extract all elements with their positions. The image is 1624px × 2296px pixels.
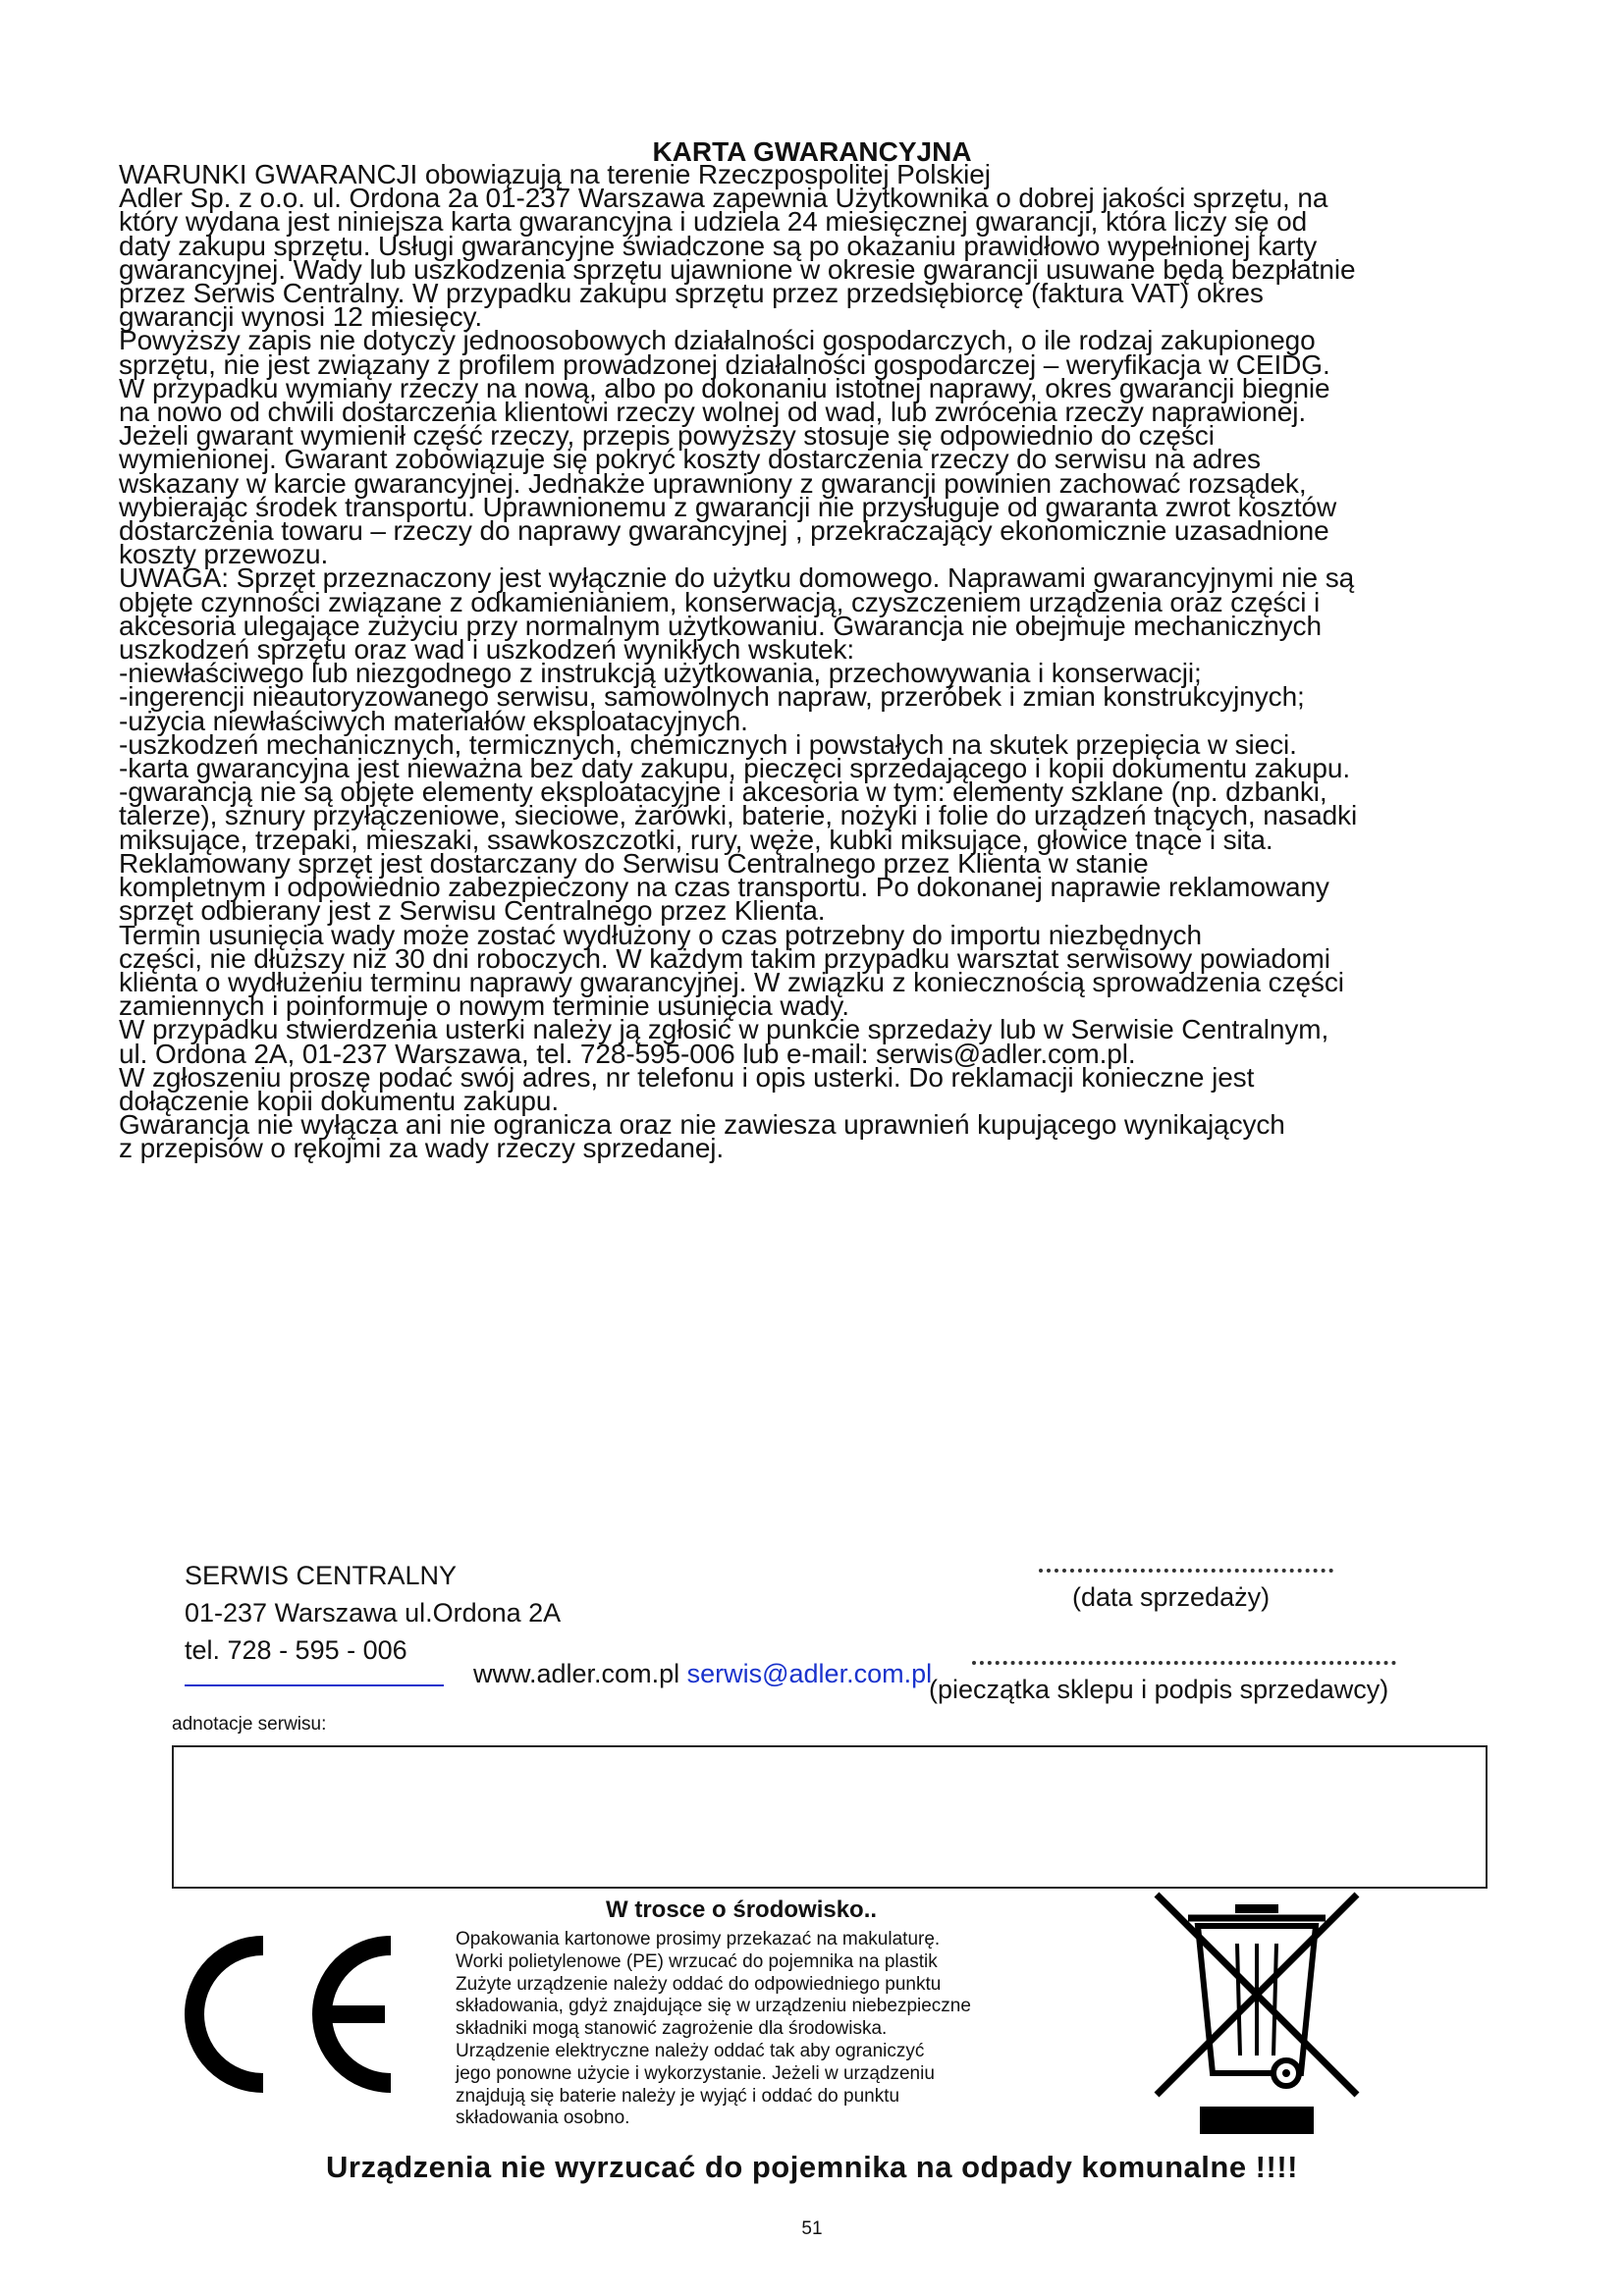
body-line: Reklamowany sprzęt jest dostarczany do Serwisu Centralnego przez Klienta w stanie — [119, 847, 1149, 879]
eco-line: składowania, gdyż znajdujące się w urządzeniu niebezpieczne — [456, 1996, 971, 2017]
service-address: 01-237 Warszawa ul.Ordona 2A — [185, 1598, 562, 1628]
eco-line: znajdują się baterie należy je wyjąć i oddać do punktu — [456, 2085, 900, 2107]
ce-mark-icon — [157, 1916, 412, 2112]
eco-instructions — [456, 1929, 1143, 2130]
body-line: który wydana jest niniejsza karta gwarancyjna i udziela 24 miesięcznej gwarancji, która liczy się od — [119, 206, 1308, 238]
warranty-conditions-text — [119, 159, 1513, 1164]
body-line: Gwarancja nie wyłącza ani nie ogranicza oraz nie zawiesza uprawnień kupującego wynikających — [119, 1109, 1285, 1141]
body-line: -niewłaściwego lub niezgodnego z instrukcją użytkowania, przechowywania i konserwacji; — [119, 658, 1202, 689]
body-line: Powyższy zapis nie dotyczy jednoosobowych działalności gospodarczych, o ile rodzaj zakupionego — [119, 325, 1316, 356]
body-line: W przypadku stwierdzenia usterki należy ją zgłosić w punkcie sprzedaży lub w Serwisie Centralnym, — [119, 1014, 1329, 1045]
body-line: gwarancyjnej. Wady lub uszkodzenia sprzętu ujawnione w okresie gwarancji usuwane będą bezpłatnie — [119, 253, 1356, 285]
body-line: Adler Sp. z o.o. ul. Ordona 2a 01-237 Warszawa zapewnia Użytkownika o dobrej jakości sprzętu, na — [119, 183, 1328, 214]
eco-line: Opakowania kartonowe prosimy przekazać na makulaturę. — [456, 1929, 941, 1949]
body-line: -karta gwarancyjna jest nieważna bez daty zakupu, pieczęci sprzedającego i kopii dokumentu zakupu. — [119, 753, 1351, 784]
body-line: dostarczenia towaru – rzeczy do naprawy gwarancyjnej , przekraczający ekonomicznie uzasadnione — [119, 515, 1329, 547]
body-line: uszkodzeń sprzętu oraz wad i uszkodzeń wynikłych wskutek: — [119, 634, 855, 666]
body-line: gwarancji wynosi 12 miesięcy. — [119, 301, 483, 333]
eco-line: Zużyte urządzenie należy oddać do odpowiedniego punktu — [456, 1973, 942, 1995]
page-number: 51 — [801, 2218, 823, 2239]
eco-line: Worki polietylenowe (PE) wrzucać do pojemnika na plastik — [456, 1950, 938, 1972]
body-line: talerze), sznury przyłączeniowe, sieciowe, żarówki, baterie, nożyki i folie do urządzeń tnących, nasadki — [119, 800, 1358, 831]
body-line: -użycia niewłaściwych materiałów eksploatacyjnych. — [119, 705, 748, 736]
body-line: na nowo od chwili dostarczenia klientowi rzeczy wolnej od wad, lub zwrócenia rzeczy naprawionej. — [119, 397, 1307, 428]
eco-line: jego ponowne użycie i wykorzystanie. Jeżeli w urządzeniu — [456, 2062, 935, 2084]
sale-date-field — [1039, 1569, 1333, 1573]
body-line: dołączenie kopii dokumentu zakupu. — [119, 1085, 560, 1116]
website-link[interactable]: www.adler.com.pl — [473, 1659, 680, 1688]
document-title: KARTA GWARANCYJNA — [652, 136, 972, 167]
body-line: wybierając środek transportu. Uprawnionemu z gwarancji nie przysługuje od gwaranta zwrot kosztów — [119, 491, 1337, 522]
body-line: -gwarancją nie są objęte elementy eksploatacyjne i akcesoria w tym: elementy szklane (np. dzbanki, — [119, 776, 1327, 808]
body-line: kompletnym i odpowiednio zabezpieczony na czas transportu. Po dokonanej naprawie reklamowany — [119, 872, 1329, 903]
body-line: z przepisów o rękojmi za wady rzeczy sprzedanej. — [119, 1133, 725, 1164]
stamp-signature-label: (pieczątka sklepu i podpis sprzedawcy) — [929, 1675, 1389, 1704]
body-line: daty zakupu sprzętu. Usługi gwarancyjne świadczone są po okazaniu prawidłowo wypełnionej karty — [119, 230, 1318, 261]
service-center-info — [185, 1557, 561, 1669]
disposal-warning: Urządzenia nie wyrzucać do pojemnika na odpady komunalne !!!! — [326, 2150, 1298, 2184]
eco-title: W trosce o środowisko.. — [606, 1896, 878, 1923]
body-line: miksujące, trzepaki, mieszaki, ssawkoszczotki, rury, węże, kubki miksujące, głowice tnące i sita. — [119, 824, 1273, 855]
contact-line — [473, 1659, 932, 1689]
body-line: -uszkodzeń mechanicznych, termicznych, chemicznych i powstałych na skutek przepięcia w sieci. — [119, 728, 1297, 760]
body-line: W przypadku wymiany rzeczy na nową, albo po dokonaniu istotnej naprawy, okres gwarancji biegnie — [119, 372, 1330, 403]
service-notes-label: adnotacje serwisu: — [172, 1714, 327, 1735]
eco-line: składowania osobno. — [456, 2108, 630, 2129]
body-line: W zgłoszeniu proszę podać swój adres, nr telefonu i opis usterki. Do reklamacji konieczne jest — [119, 1061, 1255, 1093]
body-line: akcesoria ulegające zużyciu przy normalnym użytkowaniu. Gwarancja nie obejmuje mechanicznych — [119, 610, 1322, 641]
body-line: UWAGA: Sprzęt przeznaczony jest wyłącznie do użytku domowego. Naprawami gwarancyjnymi nie są — [119, 562, 1355, 594]
body-line: przez Serwis Centralny. W przypadku zakupu sprzętu przez przedsiębiorcę (faktura VAT) okres — [119, 278, 1264, 309]
body-line: WARUNKI GWARANCJI obowiązują na terenie Rzeczpospolitej Polskiej — [119, 159, 991, 189]
body-line: ul. Ordona 2A, 01-237 Warszawa, tel. 728-595-006 lub e-mail: serwis@adler.com.pl. — [119, 1038, 1136, 1069]
blank-link-underline — [185, 1684, 444, 1686]
body-line: sprzęt odbierany jest z Serwisu Centralnego przez Klienta. — [119, 895, 826, 927]
body-line: koszty przewozu. — [119, 539, 329, 570]
email-link[interactable]: serwis@adler.com.pl — [686, 1659, 933, 1688]
body-line: części, nie dłuższy niż 30 dni roboczych. W każdym takim przypadku warsztat serwisowy powiadomi — [119, 942, 1330, 974]
body-line: Termin usunięcia wady może zostać wydłużony o czas potrzebny do importu niezbędnych — [119, 919, 1202, 950]
service-name: SERWIS CENTRALNY — [185, 1561, 458, 1590]
body-line: wskazany w karcie gwarancyjnej. Jednakże uprawniony z gwarancji powinien zachować rozsądek, — [119, 467, 1307, 499]
stamp-signature-field — [972, 1661, 1396, 1665]
body-line: Jeżeli gwarant wymienił część rzeczy, przepis powyższy stosuje się odpowiednio do części — [119, 420, 1215, 452]
eco-line: składniki mogą stanowić zagrożenie dla środowiska. — [456, 2018, 888, 2040]
service-phone: tel. 728 - 595 - 006 — [185, 1635, 407, 1665]
body-line: sprzętu, nie jest związany z profilem prowadzonej działalności gospodarczej – weryfikacja w CEIDG. — [119, 348, 1330, 380]
crossed-out-wheelie-bin-icon — [1149, 1887, 1365, 2142]
body-line: -ingerencji nieautoryzowanego serwisu, samowolnych napraw, przeróbek i zmian konstrukcyjnych; — [119, 681, 1305, 713]
body-line: wymienionej. Gwarant zobowiązuje się pokryć koszty dostarczenia rzeczy do serwisu na adres — [119, 444, 1261, 475]
body-line: klienta o wydłużeniu terminu naprawy gwarancyjnej. W związku z koniecznością sprowadzenia części — [119, 966, 1344, 997]
body-line: zamiennych i poinformuje o nowym terminie usunięcia wady. — [119, 990, 849, 1022]
body-line: objęte czynności związane z odkamienianiem, konserwacją, czyszczeniem urządzenia oraz części i — [119, 586, 1321, 617]
service-notes-box — [172, 1745, 1488, 1889]
eco-line: Urządzenie elektryczne należy oddać tak aby ograniczyć — [456, 2040, 925, 2061]
sale-date-label: (data sprzedaży) — [1072, 1582, 1271, 1612]
